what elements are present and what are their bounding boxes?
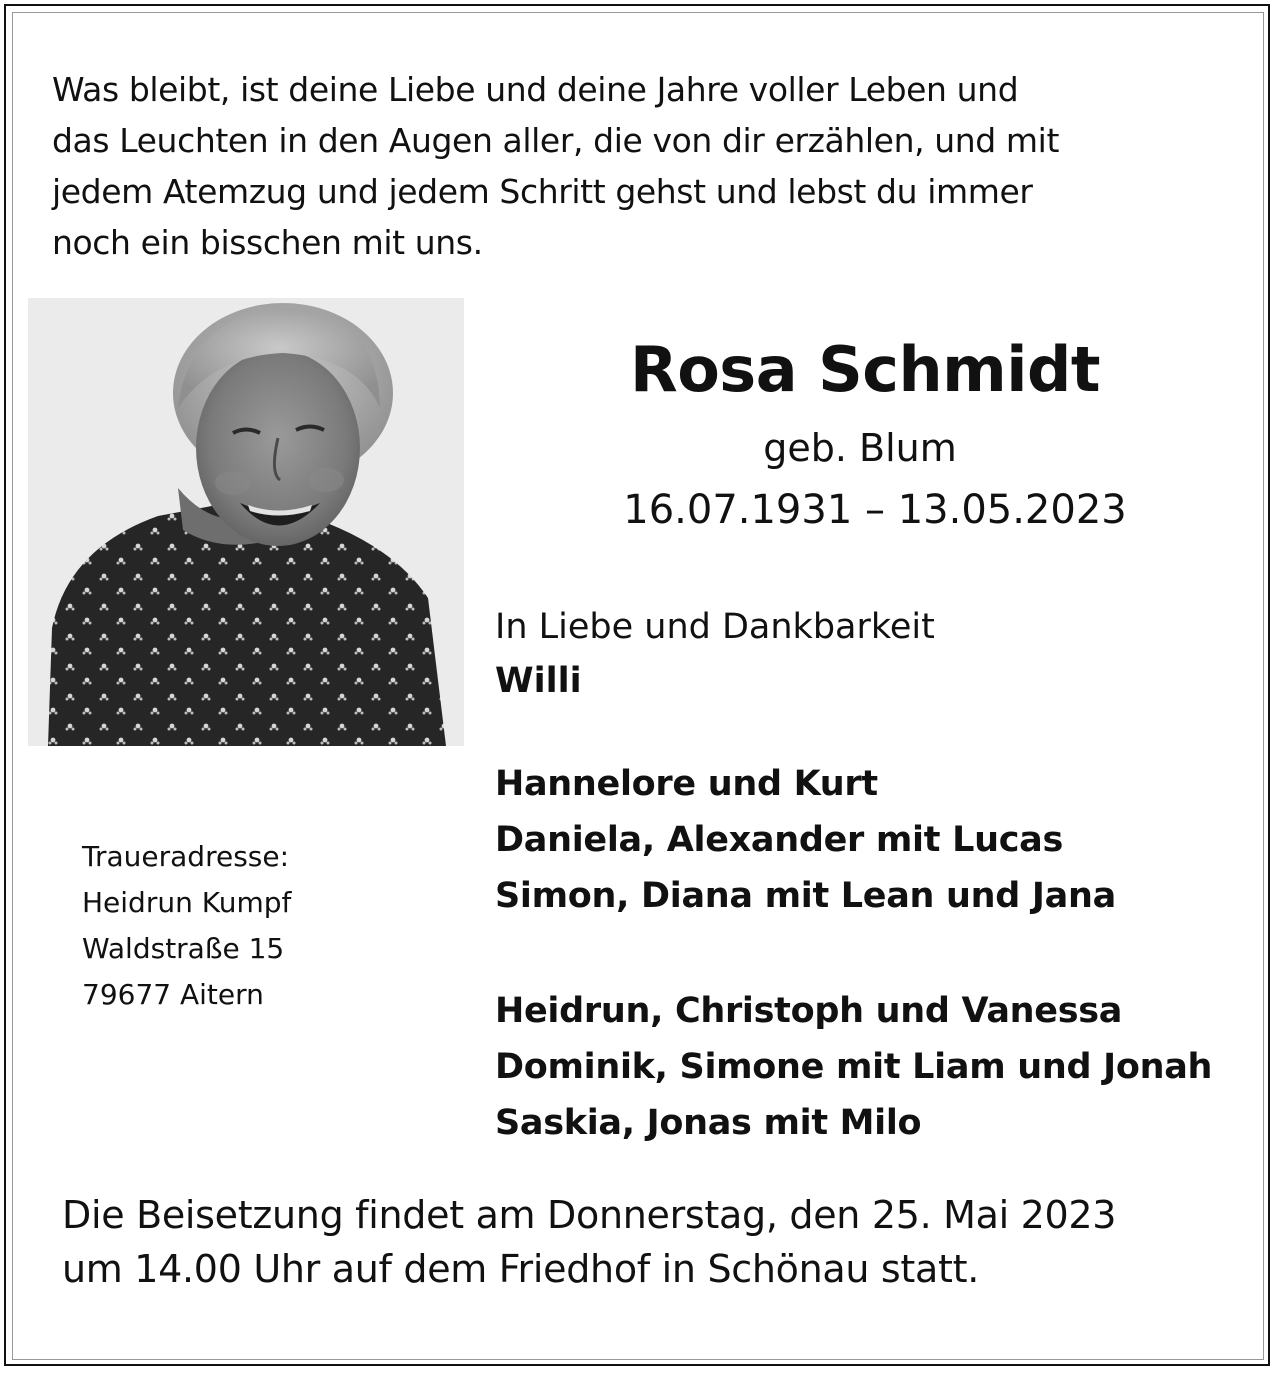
poem-line: noch ein bisschen mit uns. [52, 223, 483, 262]
address-line: 79677 Aitern [82, 978, 264, 1011]
family-line: Heidrun, Christoph und Vanessa [495, 991, 1123, 1031]
family-group [495, 756, 1116, 924]
funeral-line: Die Beisetzung findet am Donnerstag, den 25. Mai 2023 [62, 1193, 1117, 1237]
portrait-illustration [28, 298, 464, 746]
family-line: Hannelore und Kurt [495, 764, 878, 804]
family-line: Daniela, Alexander mit Lucas [495, 820, 1063, 860]
poem [52, 64, 1202, 268]
portrait-photo [28, 298, 464, 746]
spouse-name: Willi [495, 661, 582, 701]
funeral-notice [62, 1188, 1242, 1296]
deceased-name: Rosa Schmidt [629, 333, 1101, 406]
family-group [495, 983, 1212, 1151]
address-line: Waldstraße 15 [82, 932, 285, 965]
address-line: Traueradresse: [82, 840, 290, 873]
poem-line: Was bleibt, ist deine Liebe und deine Jahre voller Leben und [52, 70, 1019, 109]
poem-line: das Leuchten in den Augen aller, die von dir erzählen, und mit [52, 121, 1059, 160]
maiden-name: geb. Blum [763, 426, 957, 470]
address-line: Heidrun Kumpf [82, 886, 292, 919]
mourning-address [82, 834, 291, 1018]
dedication [495, 600, 935, 708]
family-line: Simon, Diana mit Lean und Jana [495, 876, 1116, 916]
life-dates: 16.07.1931 – 13.05.2023 [623, 487, 1127, 533]
dedication-text: In Liebe und Dankbarkeit [495, 607, 935, 647]
funeral-line: um 14.00 Uhr auf dem Friedhof in Schönau statt. [62, 1247, 979, 1291]
poem-line: jedem Atemzug und jedem Schritt gehst und lebst du immer [52, 172, 1033, 211]
family-line: Saskia, Jonas mit Milo [495, 1103, 922, 1143]
family-line: Dominik, Simone mit Liam und Jonah [495, 1047, 1213, 1087]
